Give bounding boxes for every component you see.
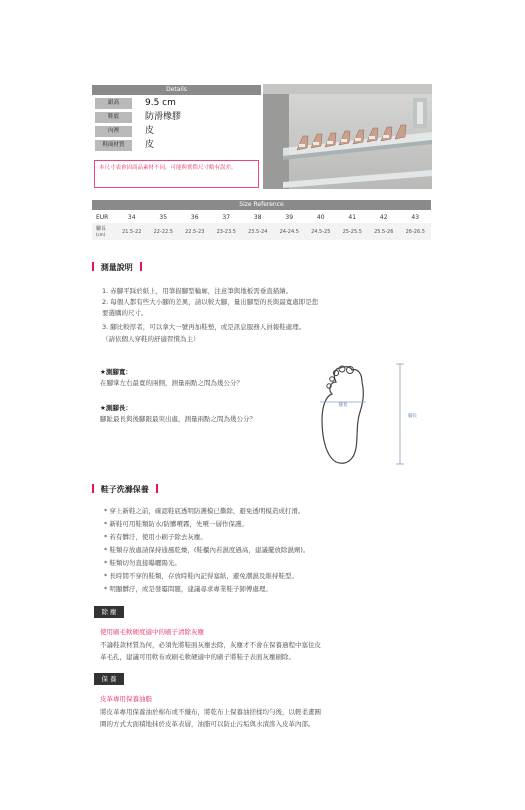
details-row: [92, 111, 261, 124]
foot-width-title: ★測腳寬：: [100, 368, 132, 376]
care-item: * 鞋類存放處請保持通風乾燥，(鞋櫃內若濕度過高，建議擺放除濕劑)。: [104, 546, 310, 554]
details-label: 內裡: [95, 126, 132, 137]
cm-cell: 26-26.5: [405, 228, 425, 235]
title-bar-left: [92, 262, 94, 271]
size-reference-header: Size Reference: [92, 200, 431, 210]
measure-step: 2. 每個人都有些大小腳的差異，請以較大腳，量出腳型的長與最寬處即是您: [102, 298, 319, 306]
care-item: * 長時間不穿的鞋類，存放時鞋內記得塞紙，避免潮濕及維持鞋型。: [104, 572, 298, 580]
eur-cell: 35: [159, 213, 168, 221]
dust-line: 革毛孔，建議可用軟布或刷毛軟硬適中的刷子將鞋子表面灰塵刷除。: [100, 653, 295, 661]
cm-label: [92, 226, 116, 238]
cm-cell: 23-23.5: [216, 228, 236, 235]
width-label: 腳寬: [338, 403, 348, 408]
details-value: 皮: [145, 140, 155, 150]
product-photo: [263, 84, 432, 189]
details-row: [92, 139, 261, 152]
care-item: * 穿上新鞋之前，確認鞋底透明防護模已撕除，避免透明模造成打滑。: [104, 507, 305, 515]
cm-cell: 22.5-23: [185, 228, 205, 235]
cm-cell: 23.5-24: [248, 228, 268, 235]
details-value: 皮: [145, 126, 155, 136]
maintain-line: 將皮革專用保養油於棉布或不織布，將乾布上保養油搓揉均勻後，以輕柔畫圓: [100, 708, 321, 716]
care-section-title: [92, 484, 158, 495]
dust-line: 不論鞋款材質為何，必須先將鞋面灰塵去除，灰塵才不會在保養過程中塞住皮: [100, 641, 321, 649]
eur-cell: 43: [411, 213, 420, 221]
eur-cell: 37: [222, 213, 231, 221]
care-item: * 若有髒汙，使用小刷子除去灰塵。: [104, 533, 207, 541]
eur-cell: 34: [127, 213, 136, 221]
details-label: 鞋面材質: [95, 140, 132, 151]
size-row-cm: [92, 223, 431, 240]
details-value: 防滑橡膠: [145, 112, 182, 122]
measure-step: 要選購的尺寸。: [102, 309, 148, 317]
cm-cell: 21.5-22: [122, 228, 142, 235]
foot-length-title: ★測腳長：: [100, 404, 132, 412]
size-row-eur: [92, 211, 431, 223]
title-bar-left: [92, 484, 94, 493]
length-label: 腳長: [408, 414, 417, 419]
details-note: 本尺寸表會因商品素材不同，可能與實際尺寸略有誤差。: [94, 160, 259, 188]
maintain-title: 皮革專用保養油脂: [100, 695, 152, 703]
measure-step: （請依個人穿鞋的舒適習慣為主）: [102, 335, 200, 343]
maintain-tag: 保 養: [94, 673, 124, 685]
foot-length-text: 腳趾最長與後腳跟最突出處，測量兩點之間為幾公分？: [100, 415, 256, 423]
eur-cell: 38: [253, 213, 262, 221]
eur-cell: 40: [316, 213, 325, 221]
eur-label: EUR: [96, 213, 109, 221]
cm-cell: 24.5-25: [311, 228, 331, 235]
details-value: 9.5 cm: [145, 98, 176, 108]
cm-cell: 25-25.5: [342, 228, 362, 235]
dust-title: 使用刷毛軟硬度適中的刷子清除灰塵: [100, 628, 204, 636]
care-item: * 鞋類切勿直接曝曬陽光。: [104, 559, 181, 567]
foot-width-text: 在腳掌左右最寬的兩側，測量兩點之間為幾公分？: [100, 379, 243, 387]
size-table: [92, 211, 431, 240]
dust-tag: 除 塵: [94, 606, 124, 618]
cm-label-main: 腳長: [96, 225, 107, 232]
eur-cell: 41: [348, 213, 357, 221]
cm-cell: 22-22.5: [153, 228, 173, 235]
details-row: [92, 125, 261, 138]
eur-cell: 36: [190, 213, 199, 221]
measure-step: 1. 赤腳平踩於紙上，用筆描腳型輪廓，注意筆與地板需垂直描繪。: [102, 287, 293, 295]
details-row: [92, 97, 261, 110]
care-title-text: 鞋子洗滌保養: [100, 485, 149, 494]
title-bar-right: [140, 262, 142, 271]
eur-cell: 42: [379, 213, 388, 221]
measure-section-title: [92, 262, 142, 273]
cm-cell: 25.5-26: [374, 228, 394, 235]
cm-label-unit: (cm): [96, 231, 106, 237]
details-label: 跟高: [95, 98, 132, 109]
eur-cell: 39: [285, 213, 294, 221]
details-label: 鞋底: [95, 112, 132, 123]
measure-title-text: 測量說明: [100, 263, 133, 272]
title-bar-right: [156, 484, 158, 493]
cm-cell: 24-24.5: [279, 228, 299, 235]
maintain-line: 圈的方式大面積地抹於皮革表層，油脂可以防止污垢與水漬滲入皮革內部。: [100, 720, 315, 728]
details-header: Details: [92, 85, 261, 95]
care-item: * 明顯髒汙，或是發霉問題，建議尋求專業鞋子師傅處理。: [104, 585, 272, 593]
care-item: * 新鞋可用鞋類防水/防髒噴霧，先噴一層作保護。: [104, 520, 249, 528]
foot-diagram: [300, 360, 430, 470]
measure-step: 3. 腳比較厚者，可以拿大一號再加鞋墊，或是訊息服務人員報鞋處理。: [102, 323, 306, 331]
foot-outline-icon: [322, 367, 363, 464]
